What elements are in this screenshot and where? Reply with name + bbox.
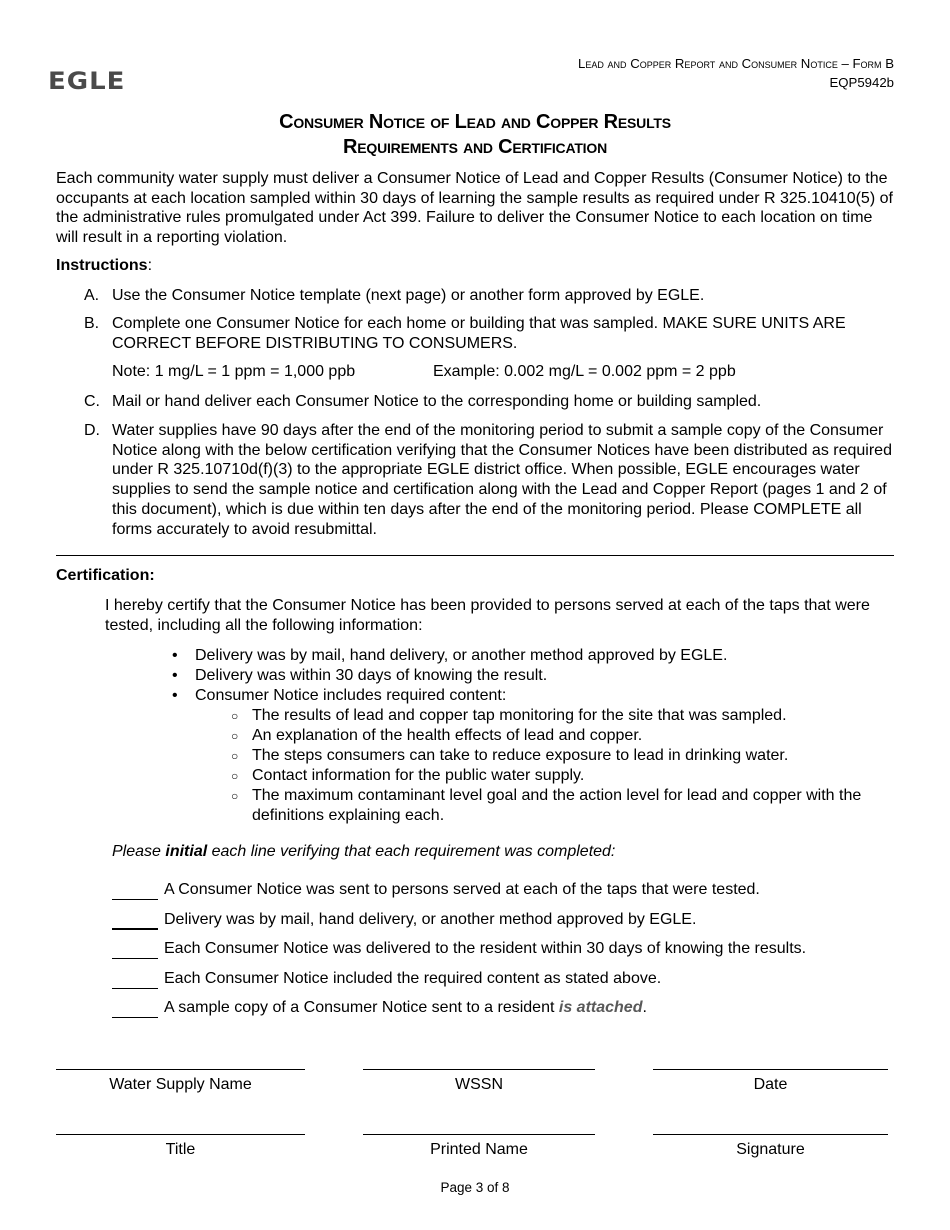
- wssn-field[interactable]: [363, 1069, 595, 1070]
- instruction-b: Complete one Consumer Notice for each home or building that was sampled. MAKE SURE UNITS ARE CORRECT BEFORE DISTRIBUTING TO CONSUMERS.: [112, 315, 846, 352]
- instruction-letter: C.: [84, 393, 100, 410]
- title-field[interactable]: [56, 1134, 305, 1135]
- unit-example: Example: 0.002 mg/L = 0.002 ppm = 2 ppb: [433, 363, 736, 380]
- instruction-letter: B.: [84, 315, 100, 332]
- initial-prompt-post: each line verifying that each requirement was completed:: [207, 843, 616, 860]
- sub-bullet-item: The maximum contaminant level goal and the action level for lead and copper with the definitions explaining each.: [252, 787, 862, 824]
- instruction-letter: A.: [84, 287, 100, 304]
- wssn-label: WSSN: [455, 1076, 503, 1093]
- water-supply-name-label: Water Supply Name: [109, 1076, 252, 1093]
- check-item: Each Consumer Notice was delivered to the resident within 30 days of knowing the results.: [164, 940, 807, 957]
- circle-bullet-icon: ○: [231, 749, 239, 763]
- initial-field[interactable]: [112, 1017, 158, 1018]
- date-label: Date: [753, 1076, 788, 1093]
- unit-note: Note: 1 mg/L = 1 ppm = 1,000 ppb: [112, 363, 356, 380]
- initial-field[interactable]: [112, 899, 158, 900]
- instruction-c: Mail or hand deliver each Consumer Notice to the corresponding home or building sampled.: [112, 393, 762, 410]
- intro-paragraph: Each community water supply must deliver a Consumer Notice of Lead and Copper Results (Consumer Notice) to the occupants at each location sampled within 30 days of learning the sample results as required under R 325.10410(5) of the administrative rules promulgated under Act 399. Failure to deliver the Consumer Notice to each location on time will result in a reporting violation.: [56, 170, 893, 247]
- check-item: Delivery was by mail, hand delivery, or another method approved by EGLE.: [164, 911, 697, 928]
- bullet-icon: •: [172, 647, 178, 664]
- instructions-heading: [56, 257, 152, 275]
- printed-name-label: Printed Name: [430, 1141, 528, 1158]
- initial-prompt: [112, 843, 615, 861]
- bullet-icon: •: [172, 667, 178, 684]
- instructions-label: Instructions: [56, 257, 148, 274]
- check-item-text: A sample copy of a Consumer Notice sent to a resident: [164, 999, 559, 1016]
- sub-bullet-item: An explanation of the health effects of lead and copper.: [252, 727, 643, 744]
- attached-emphasis: is attached: [558, 999, 643, 1016]
- bullet-item: Delivery was by mail, hand delivery, or another method approved by EGLE.: [195, 647, 728, 664]
- initial-field[interactable]: [112, 928, 158, 930]
- signature-label: Signature: [736, 1141, 805, 1158]
- initial-field[interactable]: [112, 958, 158, 959]
- certification-statement: I hereby certify that the Consumer Notice has been provided to persons served at each of the taps that were tested, including all the following information:: [105, 597, 870, 634]
- bullet-icon: •: [172, 687, 178, 704]
- circle-bullet-icon: ○: [231, 789, 239, 803]
- circle-bullet-icon: ○: [231, 769, 239, 783]
- instruction-letter: D.: [84, 422, 100, 439]
- initial-prompt-bold: initial: [165, 843, 208, 860]
- form-title: Lead and Copper Report and Consumer Notice – Form B: [578, 56, 894, 71]
- printed-name-field[interactable]: [363, 1134, 595, 1135]
- check-item: Each Consumer Notice included the required content as stated above.: [164, 970, 662, 987]
- check-item-tail: .: [642, 999, 647, 1016]
- certification-heading: Certification:: [56, 567, 155, 584]
- date-field[interactable]: [653, 1069, 888, 1070]
- instruction-d: Water supplies have 90 days after the end of the monitoring period to submit a sample copy of the Consumer Notice along with the below certification verifying that the Consumer Notices have been distributed as required under R 325.10710d(f)(3) to the appropriate EGLE district office. When possible, EGLE encourages water supplies to send the sample notice and certification along with the Lead and Copper Report (pages 1 and 2 of this document), which is due within ten days after the end of the monitoring period. Please COMPLETE all forms accurately to avoid resubmittal.: [112, 422, 892, 538]
- page-number: Page 3 of 8: [440, 1180, 510, 1195]
- page-title: Consumer Notice of Lead and Copper Results: [279, 111, 671, 133]
- sub-bullet-item: The steps consumers can take to reduce exposure to lead in drinking water.: [252, 747, 789, 764]
- sub-bullet-item: Contact information for the public water supply.: [252, 767, 585, 784]
- bullet-item: Consumer Notice includes required content:: [195, 687, 507, 704]
- section-divider: [56, 555, 894, 556]
- bullet-item: Delivery was within 30 days of knowing the result.: [195, 667, 548, 684]
- instruction-a: Use the Consumer Notice template (next page) or another form approved by EGLE.: [112, 287, 705, 304]
- sub-bullet-item: The results of lead and copper tap monitoring for the site that was sampled.: [252, 707, 787, 724]
- initial-field[interactable]: [112, 988, 158, 989]
- egle-logo: EGLE: [48, 68, 126, 96]
- check-item: [164, 999, 647, 1017]
- circle-bullet-icon: ○: [231, 709, 239, 723]
- title-label: Title: [165, 1141, 196, 1158]
- signature-field[interactable]: [653, 1134, 888, 1135]
- instructions-colon: :: [147, 257, 153, 274]
- check-item: A Consumer Notice was sent to persons served at each of the taps that were tested.: [164, 881, 760, 898]
- initial-prompt-pre: Please: [112, 843, 166, 860]
- water-supply-name-field[interactable]: [56, 1069, 305, 1070]
- page-subtitle: Requirements and Certification: [343, 136, 607, 158]
- circle-bullet-icon: ○: [231, 729, 239, 743]
- form-code: EQP5942b: [829, 75, 894, 90]
